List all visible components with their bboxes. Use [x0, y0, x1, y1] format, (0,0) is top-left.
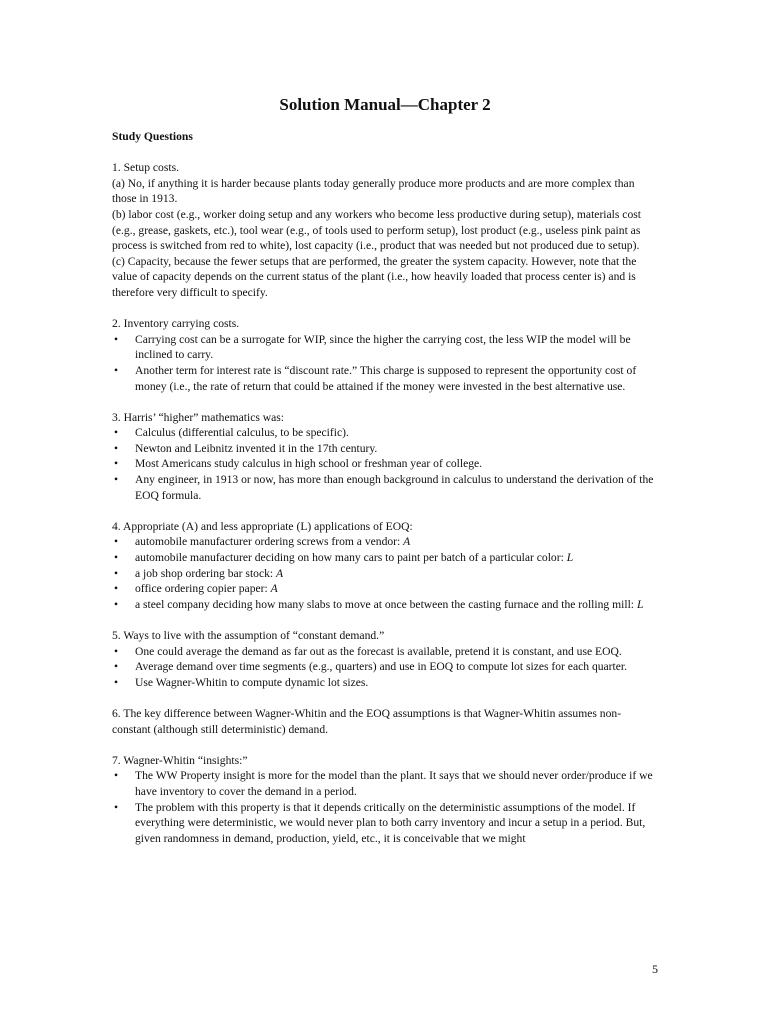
question-7-title: 7. Wagner-Whitin “insights:” — [112, 753, 248, 767]
list-item: • The problem with this property is that it depends critically on the deterministic assumptions of the model. If everything were deterministic, we would never plan to both carry inventory and incur a setup in a period. But, given randomness in demand, production, yield, etc., it is conceivable that we might — [112, 800, 658, 847]
question-3 — [112, 410, 658, 504]
list-item: • Carrying cost can be a surrogate for WIP, since the higher the carrying cost, the less WIP the model will be inclined to carry. — [112, 332, 658, 363]
question-4-list — [112, 534, 658, 612]
page-number: 5 — [652, 962, 658, 976]
document-page — [112, 0, 658, 1024]
question-5-title: 5. Ways to live with the assumption of “constant demand.” — [112, 629, 385, 642]
question-4-title: 4. Appropriate (A) and less appropriate (L) applications of EOQ: — [112, 519, 413, 533]
application-answer: L — [566, 551, 574, 565]
section-heading: Study Questions — [112, 130, 193, 143]
application-answer: A — [403, 535, 411, 549]
page-title: Solution Manual—Chapter 2 — [279, 95, 491, 114]
list-item — [112, 597, 658, 613]
question-5-list — [112, 644, 658, 691]
list-item: • Use Wagner-Whitin to compute dynamic lot sizes. — [112, 675, 658, 691]
question-1-part-c: (c) Capacity, because the fewer setups that are performed, the greater the system capacity. However, note that the value of capacity depends on the current status of the plant (i.e., how heavily loaded that process center is) and is therefore very difficult to specify. — [112, 254, 637, 299]
application-text: automobile manufacturer ordering screws from a vendor: — [135, 535, 404, 549]
question-3-title: 3. Harris’ “higher” mathematics was: — [112, 410, 285, 424]
question-2 — [112, 316, 658, 394]
question-7-list — [112, 768, 658, 846]
question-3-list — [112, 425, 658, 503]
question-2-title: 2. Inventory carrying costs. — [112, 317, 240, 331]
list-item — [112, 581, 658, 597]
application-text: automobile manufacturer deciding on how many cars to paint per batch of a particular color: — [135, 551, 567, 565]
application-text: a steel company deciding how many slabs to move at once between the casting furnace and the rolling mill: — [135, 597, 637, 611]
application-answer: L — [636, 597, 644, 611]
question-5 — [112, 628, 658, 690]
document-body — [112, 129, 658, 862]
application-text: office ordering copier paper: — [135, 582, 271, 596]
question-2-list — [112, 332, 658, 394]
question-1-part-b: (b) labor cost (e.g., worker doing setup and any workers who become less productive during setup), materials cost (e.g., grease, gaskets, etc.), tool wear (e.g., of tools used to perform setup), lost product (e.g., useless pink paint as process is switched from red to white), lost capacity (i.e., product that was needed but not produced due to setup). — [112, 207, 641, 253]
application-answer: A — [270, 582, 278, 596]
question-6 — [112, 706, 658, 737]
question-6-text: 6. The key difference between Wagner-Whitin and the EOQ assumptions is that Wagner-Whitin assumes non-constant (although still deterministic) demand. — [112, 706, 622, 736]
question-7 — [112, 753, 658, 847]
list-item: • Calculus (differential calculus, to be specific). — [112, 425, 658, 441]
question-1-part-a: (a) No, if anything it is harder because plants today generally produce more products and are more complex than those in 1913. — [112, 176, 635, 206]
list-item: • Newton and Leibnitz invented it in the 17th century. — [112, 441, 658, 457]
list-item: • One could average the demand as far out as the forecast is available, pretend it is constant, and use EOQ. — [112, 644, 658, 660]
question-4 — [112, 519, 658, 613]
list-item: • Another term for interest rate is “discount rate.” This charge is supposed to represent the opportunity cost of money (i.e., the rate of return that could be attained if the money were invested in the best alternative use. — [112, 363, 658, 394]
question-1 — [112, 160, 658, 300]
list-item — [112, 550, 658, 566]
list-item: • Most Americans study calculus in high school or freshman year of college. — [112, 456, 658, 472]
list-item — [112, 534, 658, 550]
question-1-title: 1. Setup costs. — [112, 161, 179, 175]
list-item — [112, 566, 658, 582]
application-answer: A — [276, 566, 284, 580]
list-item: • Average demand over time segments (e.g., quarters) and use in EOQ to compute lot sizes for each quarter. — [112, 659, 658, 675]
application-text: a job shop ordering bar stock: — [135, 566, 277, 580]
list-item: • The WW Property insight is more for the model than the plant. It says that we should never order/produce if we have inventory to cover the demand in a period. — [112, 768, 658, 799]
list-item: • Any engineer, in 1913 or now, has more than enough background in calculus to understand the derivation of the EOQ formula. — [112, 472, 658, 503]
